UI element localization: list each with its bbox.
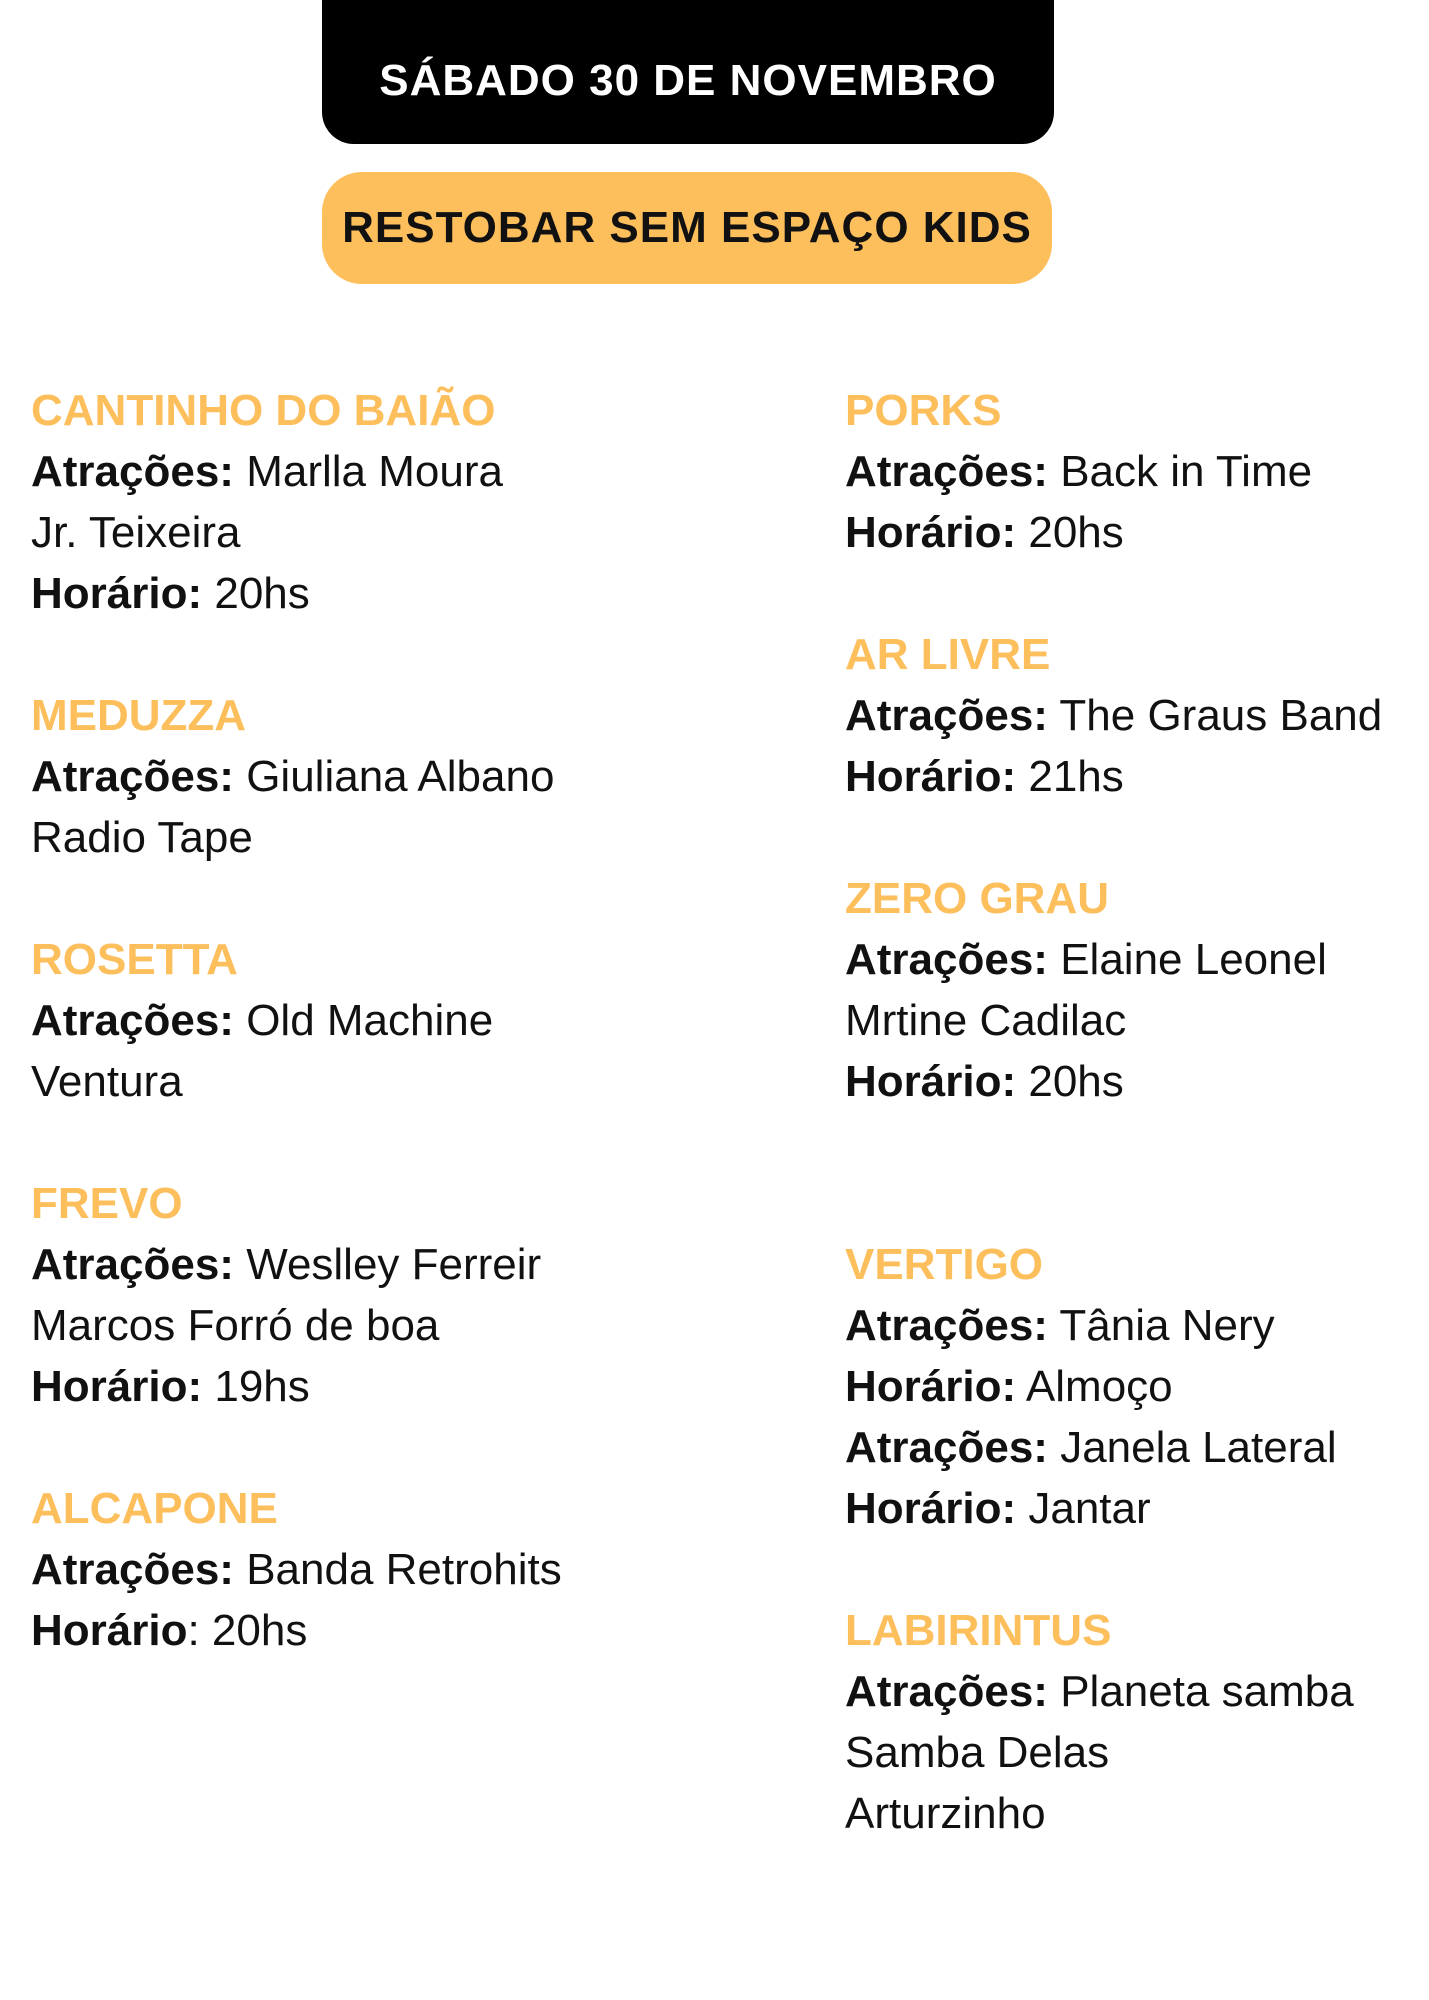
attractions-line: Atrações: Marlla Moura [31, 447, 503, 496]
venue-cantinho-do-baiao [31, 380, 791, 624]
subtitle-banner [322, 172, 1052, 284]
venue-name: AR LIVRE [845, 630, 1051, 679]
venue-name: PORKS [845, 386, 1002, 435]
attractions-line: Atrações: Back in Time [845, 447, 1313, 496]
venue-name: VERTIGO [845, 1240, 1044, 1289]
attraction-extra: Arturzinho [845, 1789, 1046, 1838]
left-column [31, 380, 791, 1661]
venue-frevo [31, 1173, 791, 1417]
venue-porks [845, 380, 1429, 563]
venue-name: FREVO [31, 1179, 183, 1228]
attractions-line: Atrações: Elaine Leonel [845, 935, 1327, 984]
date-banner [322, 0, 1054, 144]
venue-name: CANTINHO DO BAIÃO [31, 386, 496, 435]
time-line: Horário: 20hs [845, 1057, 1124, 1106]
venue-ar-livre [845, 624, 1429, 807]
attractions-line: Atrações: Old Machine [31, 996, 494, 1045]
venue-alcapone [31, 1478, 791, 1661]
venue-name: ALCAPONE [31, 1484, 278, 1533]
attractions-line: Atrações: Giuliana Albano [31, 752, 555, 801]
attraction-extra: Marcos Forró de boa [31, 1301, 440, 1350]
venue-name: ROSETTA [31, 935, 238, 984]
attractions-line: Atrações: Tânia Nery [845, 1301, 1275, 1350]
attractions-line: Atrações: Weslley Ferreir [31, 1240, 542, 1289]
venue-rosetta [31, 929, 791, 1112]
time-line: Horário: Jantar [845, 1484, 1151, 1533]
venue-name: MEDUZZA [31, 691, 247, 740]
time-line: Horário: 20hs [31, 569, 310, 618]
venue-labirintus [845, 1600, 1429, 1844]
venue-zero-grau [845, 868, 1429, 1112]
time-line: Horário: 20hs [845, 508, 1124, 557]
attraction-extra: Jr. Teixeira [31, 508, 241, 557]
attractions-line: Atrações: The Graus Band [845, 691, 1383, 740]
attraction-extra: Samba Delas [845, 1728, 1110, 1777]
venue-vertigo [845, 1234, 1429, 1539]
time-line: Horário: 20hs [31, 1606, 308, 1655]
right-column [845, 380, 1429, 1844]
subtitle: RESTOBAR SEM ESPAÇO KIDS [342, 203, 1032, 252]
attraction-extra: Mrtine Cadilac [845, 996, 1127, 1045]
time-line: Horário: Almoço [845, 1362, 1173, 1411]
attractions-line: Atrações: Planeta samba [845, 1667, 1354, 1716]
time-line: Horário: 21hs [845, 752, 1124, 801]
venue-name: ZERO GRAU [845, 874, 1109, 923]
attraction-extra: Ventura [31, 1057, 183, 1106]
attractions-line: Atrações: Janela Lateral [845, 1423, 1337, 1472]
time-line: Horário: 19hs [31, 1362, 310, 1411]
attraction-extra: Radio Tape [31, 813, 253, 862]
date-title: SÁBADO 30 DE NOVEMBRO [379, 56, 997, 105]
venue-meduzza [31, 685, 791, 868]
attractions-line: Atrações: Banda Retrohits [31, 1545, 562, 1594]
venue-name: LABIRINTUS [845, 1606, 1112, 1655]
